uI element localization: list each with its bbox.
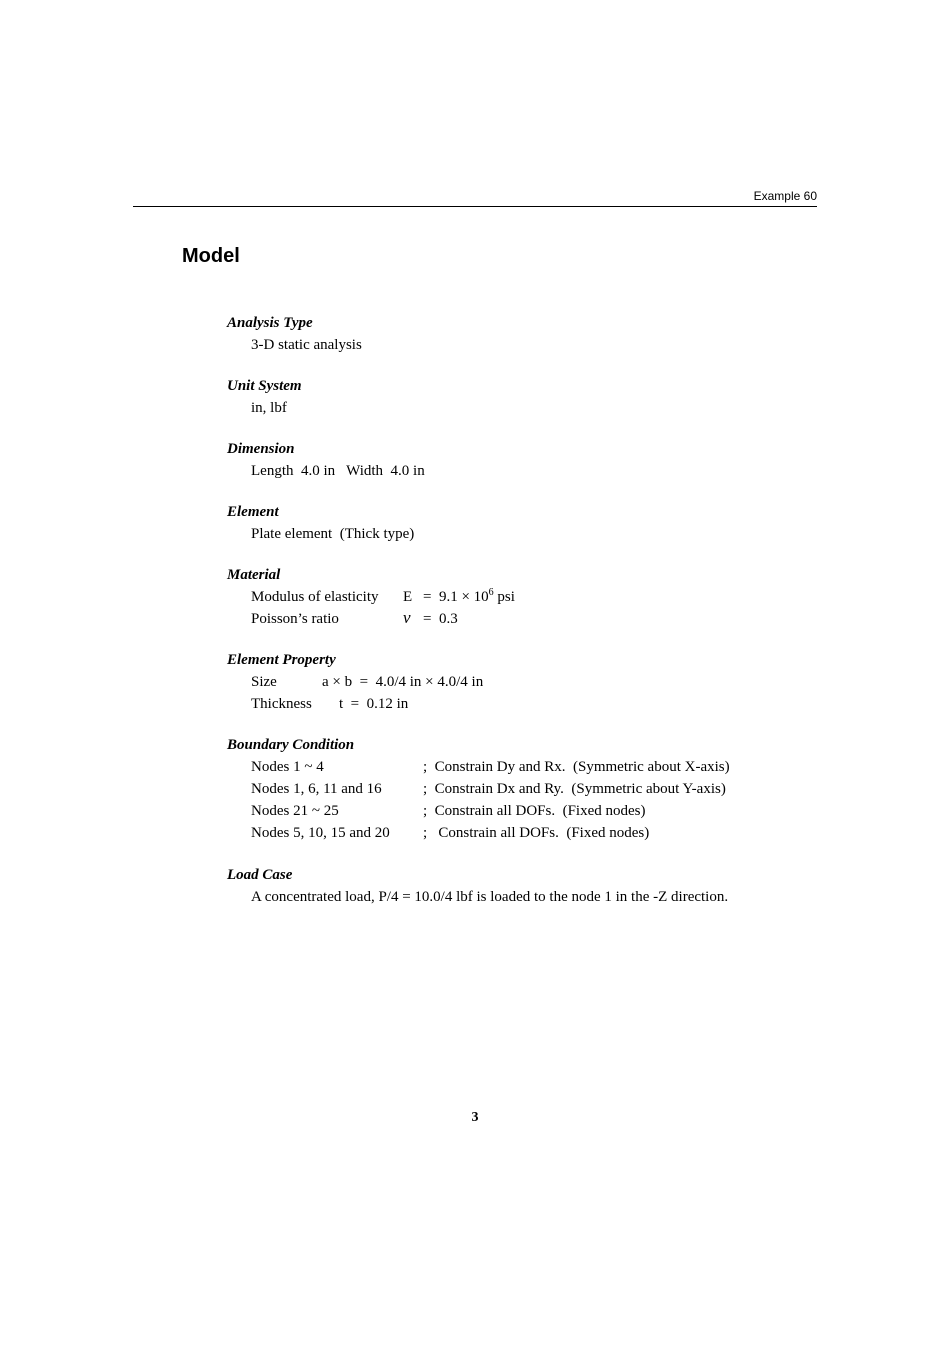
analysis-type-value: 3-D static analysis (251, 337, 362, 353)
element-heading: Element (227, 504, 279, 520)
boundary-description: ; Constrain all DOFs. (Fixed nodes) (423, 803, 646, 819)
modulus-unit: psi (497, 589, 515, 605)
header-rule (133, 206, 817, 207)
analysis-type-section (227, 312, 362, 356)
element-section (227, 501, 414, 545)
modulus-exponent: 6 (488, 587, 494, 598)
analysis-type-heading: Analysis Type (227, 315, 313, 331)
boundary-nodes: Nodes 5, 10, 15 and 20 (251, 825, 390, 841)
section-title: Model (182, 245, 240, 267)
modulus-equation (423, 586, 515, 608)
unit-system-section (227, 375, 302, 419)
boundary-nodes: Nodes 1 ~ 4 (251, 759, 324, 775)
unit-system-value: in, lbf (251, 400, 287, 416)
boundary-row (227, 778, 726, 800)
boundary-description: ; Constrain Dy and Rx. (Symmetric about X-axis) (423, 759, 730, 775)
boundary-row (227, 756, 730, 778)
boundary-row (227, 800, 646, 822)
material-heading: Material (227, 567, 281, 583)
material-poisson-row (227, 608, 458, 630)
element-property-heading: Element Property (227, 652, 336, 668)
size-label: Size (251, 674, 277, 690)
page-number: 3 (471, 1110, 479, 1125)
boundary-description: ; Constrain Dx and Ry. (Symmetric about Y-axis) (423, 781, 726, 797)
load-case-section (227, 864, 728, 908)
element-value: Plate element (Thick type) (251, 526, 415, 542)
unit-system-heading: Unit System (227, 378, 302, 394)
load-case-heading: Load Case (227, 867, 293, 883)
boundary-description: ; Constrain all DOFs. (Fixed nodes) (423, 825, 650, 841)
boundary-condition-section (227, 734, 730, 844)
element-property-section (227, 649, 484, 715)
boundary-condition-heading: Boundary Condition (227, 737, 355, 753)
poisson-value: = 0.3 (423, 611, 458, 627)
modulus-value: = 9.1 × 10 (423, 589, 489, 605)
poisson-label: Poisson’s ratio (251, 611, 339, 627)
dimension-section (227, 438, 425, 482)
boundary-nodes: Nodes 1, 6, 11 and 16 (251, 781, 382, 797)
modulus-label: Modulus of elasticity (251, 589, 379, 605)
load-case-value: A concentrated load, P/4 = 10.0/4 lbf is loaded to the node 1 in the -Z direction. (251, 889, 729, 905)
thickness-label: Thickness (251, 696, 312, 712)
thickness-value: t = 0.12 in (339, 696, 409, 712)
dimension-heading: Dimension (227, 441, 295, 457)
modulus-symbol: E (403, 589, 413, 605)
size-value: a × b = 4.0/4 in × 4.0/4 in (322, 674, 484, 690)
dimension-value: Length 4.0 in Width 4.0 in (251, 463, 425, 479)
running-header-label: Example 60 (753, 189, 817, 203)
size-row (227, 671, 484, 693)
boundary-nodes: Nodes 21 ~ 25 (251, 803, 339, 819)
poisson-symbol: ν (403, 608, 411, 627)
thickness-row (227, 693, 409, 715)
boundary-row (227, 822, 650, 844)
